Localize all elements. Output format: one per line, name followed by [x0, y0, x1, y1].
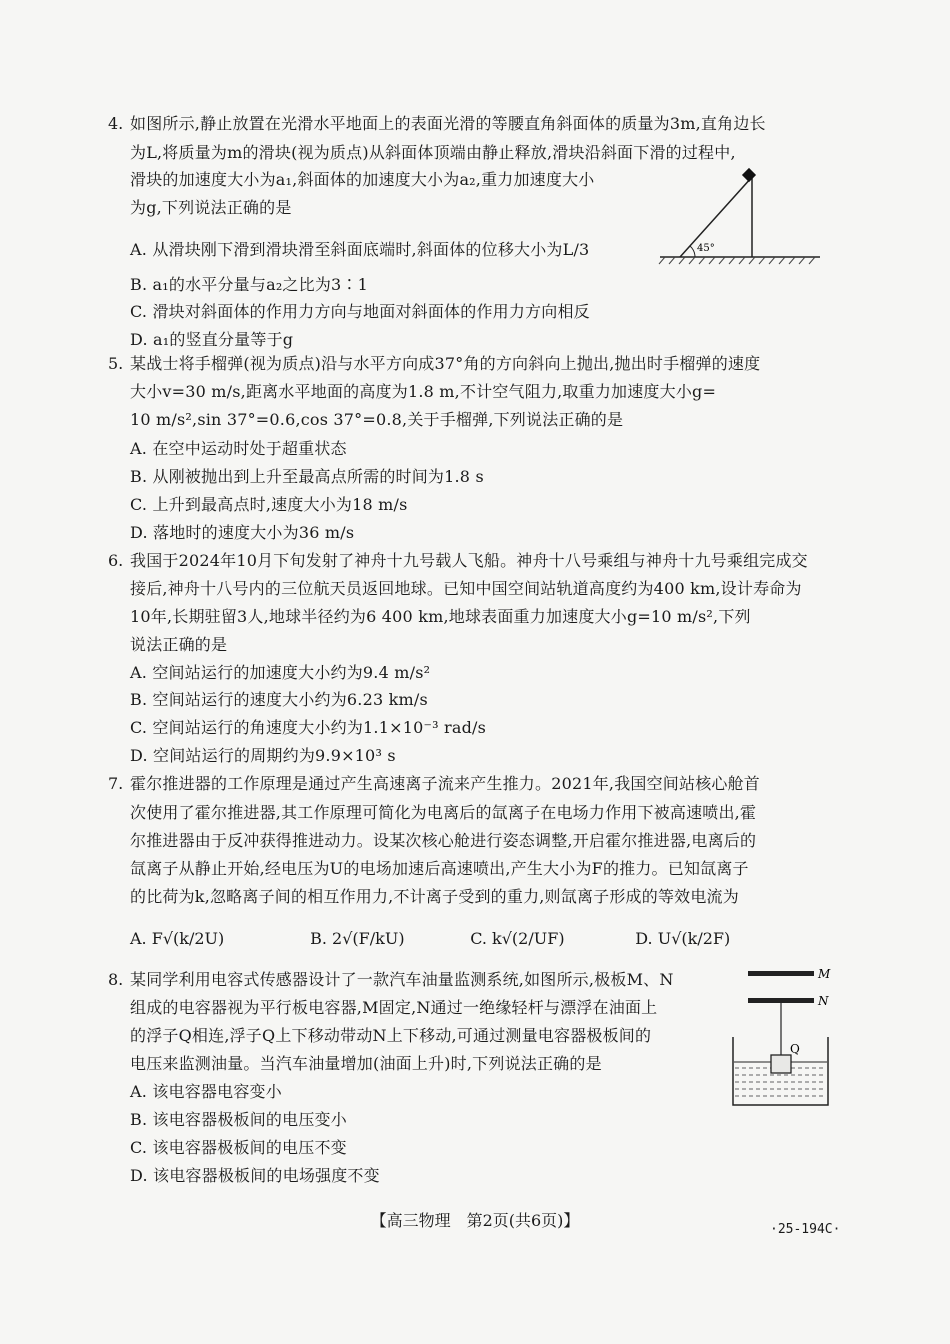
q8-number: 8.: [108, 970, 124, 989]
exam-code: ·25-194C·: [770, 1222, 841, 1237]
q4-number: 4.: [108, 114, 124, 133]
q7-option-a: A. F√(k/2U): [130, 929, 225, 948]
q8-line-2: 组成的电容器视为平行板电容器,M固定,N通过一绝缘轻杆与漂浮在油面上: [130, 998, 658, 1017]
angle-label: 45°: [697, 243, 715, 254]
q8-line-4: 电压来监测油量。当汽车油量增加(油面上升)时,下列说法正确的是: [130, 1054, 602, 1073]
q6-option-c: C. 空间站运行的角速度大小约为1.1×10⁻³ rad/s: [130, 718, 487, 737]
q6-number: 6.: [108, 551, 124, 570]
q4-option-a: A. 从滑块刚下滑到滑块滑至斜面底端时,斜面体的位移大小为L/3: [130, 240, 590, 259]
q5-option-d: D. 落地时的速度大小为36 m/s: [130, 523, 355, 542]
q6-option-a: A. 空间站运行的加速度大小约为9.4 m/s²: [130, 663, 431, 682]
q5-line-2: 大小v=30 m/s,距离水平地面的高度为1.8 m,不计空气阻力,取重力加速度大小g=: [130, 382, 717, 401]
q4-option-b: B. a₁的水平分量与a₂之比为3∶1: [130, 275, 368, 294]
float-q-label: Q: [790, 1042, 800, 1056]
q7-line-3: 尔推进器由于反冲获得推进动力。设某次核心舱进行姿态调整,开启霍尔推进器,电离后的: [130, 831, 757, 850]
q7-number: 7.: [108, 774, 124, 793]
q7-options: [130, 929, 730, 948]
q7-line-1: 霍尔推进器的工作原理是通过产生高速离子流来产生推力。2021年,我国空间站核心舱首: [130, 774, 761, 793]
q5-option-b: B. 从刚被抛出到上升至最高点所需的时间为1.8 s: [130, 467, 484, 486]
q4-line-1: 如图所示,静止放置在光滑水平地面上的表面光滑的等腰直角斜面体的质量为3m,直角边长: [130, 114, 766, 133]
capacitor-figure: [728, 965, 838, 1115]
plate-m-label: M: [818, 967, 831, 981]
q4-option-c: C. 滑块对斜面体的作用力方向与地面对斜面体的作用力方向相反: [130, 302, 590, 321]
q8-option-a: A. 该电容器电容变小: [130, 1082, 282, 1101]
q5-option-c: C. 上升到最高点时,速度大小为18 m/s: [130, 495, 408, 514]
q7-option-b: B. 2√(F/kU): [310, 929, 405, 948]
q8-line-1: 某同学利用电容式传感器设计了一款汽车油量监测系统,如图所示,极板M、N: [130, 970, 674, 989]
q8-line-3: 的浮子Q相连,浮子Q上下移动带动N上下移动,可通过测量电容器极板间的: [130, 1026, 652, 1045]
q5-line-1: 某战士将手榴弹(视为质点)沿与水平方向成37°角的方向斜向上抛出,抛出时手榴弹的速度: [130, 354, 761, 373]
page-footer: 【高三物理 第2页(共6页)】: [370, 1211, 580, 1230]
q4-line-2: 为L,将质量为m的滑块(视为质点)从斜面体顶端由静止释放,滑块沿斜面下滑的过程中,: [130, 143, 736, 162]
q4-line-3: 滑块的加速度大小为a₁,斜面体的加速度大小为a₂,重力加速度大小: [130, 170, 595, 189]
q6-line-1: 我国于2024年10月下旬发射了神舟十九号载人飞船。神舟十八号乘组与神舟十九号乘组完成交: [130, 551, 808, 570]
q7-option-d: D. U√(k/2F): [635, 929, 731, 948]
q6-line-4: 说法正确的是: [130, 635, 228, 654]
q4-option-d: D. a₁的竖直分量等于g: [130, 330, 294, 349]
q7-line-4: 氙离子从静止开始,经电压为U的电场加速后高速喷出,产生大小为F的推力。已知氙离子: [130, 859, 749, 878]
q4-line-4: 为g,下列说法正确的是: [130, 198, 292, 217]
q8-option-b: B. 该电容器极板间的电压变小: [130, 1110, 347, 1129]
q5-line-3: 10 m/s²,sin 37°=0.6,cos 37°=0.8,关于手榴弹,下列说法正确的是: [130, 410, 624, 429]
q8-option-d: D. 该电容器极板间的电场强度不变: [130, 1166, 380, 1185]
q6-line-3: 10年,长期驻留3人,地球半径约为6 400 km,地球表面重力加速度大小g=10 m/s²,下列: [130, 607, 751, 626]
q7-line-5: 的比荷为k,忽略离子间的相互作用力,不计离子受到的重力,则氙离子形成的等效电流为: [130, 887, 739, 906]
q6-option-b: B. 空间站运行的速度大小约为6.23 km/s: [130, 690, 428, 709]
q7-option-c: C. k√(2/UF): [470, 929, 565, 948]
q5-option-a: A. 在空中运动时处于超重状态: [130, 439, 347, 458]
q6-line-2: 接后,神舟十八号内的三位航天员返回地球。已知中国空间站轨道高度约为400 km,设计寿命为: [130, 579, 802, 598]
incline-figure: [655, 165, 825, 270]
q8-option-c: C. 该电容器极板间的电压不变: [130, 1138, 347, 1157]
plate-n-label: N: [818, 994, 829, 1008]
q6-option-d: D. 空间站运行的周期约为9.9×10³ s: [130, 746, 396, 765]
q5-number: 5.: [108, 354, 124, 373]
q7-line-2: 次使用了霍尔推进器,其工作原理可简化为电离后的氙离子在电场力作用下被高速喷出,霍: [130, 803, 757, 822]
